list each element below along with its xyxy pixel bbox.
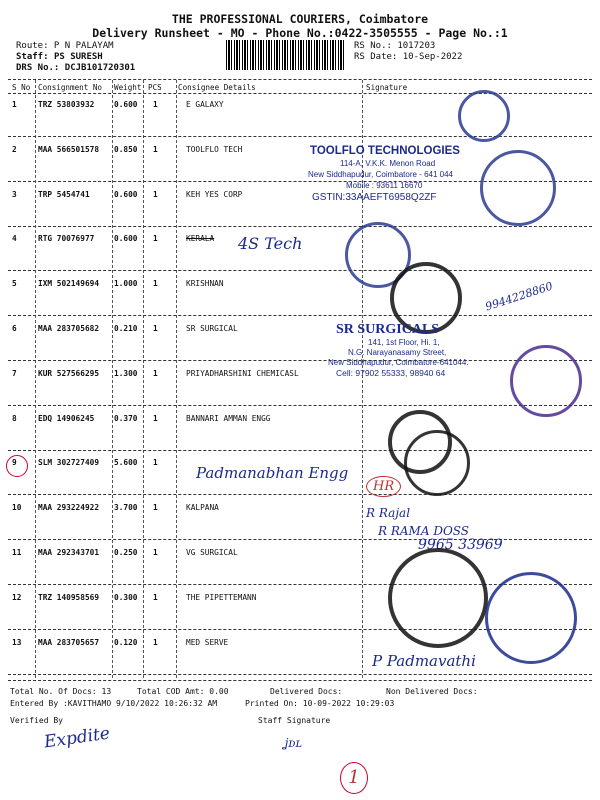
row-weight: 0.850 — [114, 144, 138, 154]
row-sno: 2 — [12, 144, 17, 154]
row-sno: 3 — [12, 189, 17, 199]
col-signature: Signature — [366, 83, 408, 92]
row-consignee: PRIYADHARSHINI CHEMICASL — [186, 368, 299, 378]
verified-by-label: Verified By — [10, 716, 63, 725]
row-weight: 1.300 — [114, 368, 138, 378]
col-sno: S No — [12, 83, 31, 92]
row-consignment: TRP 5454741 — [38, 189, 90, 199]
row-sno: 9 — [12, 458, 17, 468]
non-delivered-docs: Non Delivered Docs: — [386, 687, 478, 696]
row-sno: 13 — [12, 637, 22, 647]
sr-stamp-address1: 141, 1st Floor, Hi. 1, — [368, 338, 440, 347]
row-sno: 10 — [12, 503, 22, 513]
staff-line — [16, 52, 103, 63]
sr-stamp-address2: N.G. Narayanasamy Street, — [348, 348, 447, 357]
row13-signature: P Padmavathi — [372, 652, 476, 670]
row-weight: 0.300 — [114, 592, 138, 602]
row-consignee: TOOLFLO TECH — [186, 144, 243, 154]
divider — [8, 360, 592, 361]
table-row — [8, 414, 592, 458]
company-title: THE PROFESSIONAL COURIERS, Coimbatore — [171, 12, 429, 26]
row-pcs: 1 — [153, 413, 158, 423]
divider — [8, 315, 592, 316]
row-pcs: 1 — [153, 592, 158, 602]
divider — [8, 93, 592, 94]
rs-date: RS Date: 10-Sep-2022 — [354, 52, 463, 62]
row10-name: R RAMA DOSS — [378, 524, 470, 538]
divider — [8, 136, 592, 137]
scientific-stamp — [485, 572, 577, 664]
row-pcs: 1 — [153, 234, 158, 244]
col-consignee: Consignee Details — [178, 83, 256, 92]
row-consignment: MAA 283705657 — [38, 637, 100, 647]
page-mark: 1 — [348, 767, 360, 788]
row-consignee: KEH YES CORP — [186, 189, 243, 199]
row-sno: 6 — [12, 324, 17, 333]
row-sno: 8 — [12, 413, 17, 423]
col-weight: Weight — [114, 83, 142, 92]
row-consignment: IXM 502149694 — [38, 279, 100, 289]
route-label: Route: P N PALAYAM — [16, 41, 114, 51]
row-pcs: 1 — [153, 503, 158, 513]
row-consignment: EDQ 14906245 — [38, 413, 95, 423]
table-row — [8, 324, 592, 368]
row-weight: 1.000 — [114, 279, 138, 289]
row-weight: 5.600 — [114, 458, 138, 468]
row-pcs: 1 — [153, 324, 158, 333]
divider — [8, 226, 592, 227]
row9-handwriting: Padmanabhan Engg — [196, 464, 349, 482]
row-pcs: 1 — [153, 637, 158, 647]
row-consignment: RTG 70076977 — [38, 234, 95, 244]
row-sno: 11 — [12, 548, 22, 557]
staff-signature-label: Staff Signature — [258, 716, 331, 725]
row-weight: 0.600 — [114, 234, 138, 244]
toolflo-stamp-address1: 114-A, V.K.K. Menon Road — [340, 159, 436, 168]
row-consignee: VG SURGICAL — [186, 548, 238, 557]
staff-label: Staff: — [16, 52, 54, 62]
vg-surgical-stamp — [388, 548, 488, 648]
divider — [8, 674, 592, 675]
row-weight: 3.700 — [114, 503, 138, 513]
divider — [8, 270, 592, 271]
drs-line — [16, 63, 135, 74]
col-consignment: Consignment No — [38, 83, 103, 92]
row-consignee: KALPANA — [186, 503, 219, 513]
divider — [8, 79, 592, 80]
printed-on: Printed On: 10-09-2022 10:29:03 — [245, 699, 395, 708]
verified-signature: Expdite — [42, 723, 112, 753]
row-pcs: 1 — [153, 100, 158, 109]
row9-circle-mark — [6, 455, 28, 477]
toolflo-stamp-address2: New Siddhapudur, Coimbatore - 641 044 — [308, 170, 453, 179]
row-consignee: THE PIPETTEMANN — [186, 592, 257, 602]
row-consignment: TRZ 53803932 — [38, 100, 95, 109]
row-consignee: MED SERVE — [186, 637, 229, 647]
row-consignee: KRISHNAN — [186, 279, 224, 289]
drs-label: DRS No.: — [16, 63, 65, 73]
divider — [8, 539, 592, 540]
row5-phone: 9944228860 — [483, 279, 555, 314]
row-pcs: 1 — [153, 368, 158, 378]
row-consignment: MAA 293224922 — [38, 503, 100, 513]
barcode — [226, 40, 344, 70]
row-sno: 7 — [12, 368, 17, 378]
row-pcs: 1 — [153, 279, 158, 289]
divider — [8, 494, 592, 495]
toolflo-stamp-name: TOOLFLO TECHNOLOGIES — [310, 145, 460, 157]
row-consignee: KERALA — [186, 234, 215, 244]
row-pcs: 1 — [153, 144, 158, 154]
row-consignee: E GALAXY — [186, 100, 224, 109]
drs-number: DCJB101720301 — [64, 63, 136, 73]
row-weight: 0.250 — [114, 548, 138, 557]
row-pcs: 1 — [153, 458, 158, 468]
row-sno: 1 — [12, 100, 17, 109]
staff-name: PS SURESH — [53, 52, 103, 62]
divider — [8, 405, 592, 406]
entered-by: Entered By :KAVITHAMO 9/10/2022 10:26:32 AM — [10, 699, 218, 708]
sr-stamp-name: SR SURGICALS — [336, 322, 440, 337]
row-consignee: BANNARI AMMAN ENGG — [186, 413, 271, 423]
page-mark-circle — [340, 762, 368, 794]
row4-handwriting: 4S Tech — [238, 234, 303, 253]
table-row — [8, 369, 592, 413]
row-sno: 5 — [12, 279, 17, 289]
row-consignment: KUR 527566295 — [38, 368, 100, 378]
divider — [8, 680, 592, 681]
delivered-docs: Delivered Docs: — [270, 687, 343, 696]
row-weight: 0.120 — [114, 637, 138, 647]
toolflo-stamp-gstin: GSTIN:33AAEFT6958Q2ZF — [312, 192, 437, 203]
row-consignee: SR SURGICAL — [186, 324, 238, 333]
row-sno: 12 — [12, 592, 22, 602]
toolflo-stamp-mobile: Mobile : 93611 16670 — [346, 181, 423, 190]
e-galaxy-stamp — [458, 90, 510, 142]
total-cod: Total COD Amt: 0.00 — [137, 687, 229, 696]
row-weight: 0.370 — [114, 413, 138, 423]
row10-signature: R Rajal — [366, 506, 411, 520]
runsheet-subtitle: Delivery Runsheet - MO - Phone No.:0422-3505555 - Page No.:1 — [92, 26, 508, 40]
hr-mark: HR — [366, 476, 401, 497]
row-weight: 0.600 — [114, 189, 138, 199]
table-row — [8, 503, 592, 547]
sr-stamp-address3: New Siddhapudur, Coimbatore-641044. — [328, 358, 469, 367]
row-pcs: 1 — [153, 548, 158, 557]
row-consignment: MAA 283705682 — [38, 324, 100, 333]
total-docs: Total No. Of Docs: 13 — [10, 687, 112, 696]
row-weight: 0.600 — [114, 100, 138, 109]
row-sno: 4 — [12, 234, 17, 244]
row-pcs: 1 — [153, 189, 158, 199]
row-consignment: MAA 292343701 — [38, 548, 100, 557]
staff-signature: ʝᴅʟ — [284, 736, 302, 750]
row-consignment: SLM 302727409 — [38, 458, 100, 468]
corporation-stamp — [480, 150, 556, 226]
engg-stamp — [404, 430, 470, 496]
row-weight: 0.210 — [114, 324, 138, 333]
row-consignment: MAA 566501578 — [38, 144, 100, 154]
rs-number: RS No.: 1017203 — [354, 41, 436, 51]
col-pcs: PCS — [148, 83, 162, 92]
row-consignment: TRZ 140958569 — [38, 592, 100, 602]
priyadharshini-stamp — [510, 345, 582, 417]
sr-stamp-cell: Cell: 97902 55333, 98940 64 — [336, 368, 446, 378]
row10-phone: 9965 33969 — [418, 537, 503, 553]
divider — [8, 450, 592, 451]
